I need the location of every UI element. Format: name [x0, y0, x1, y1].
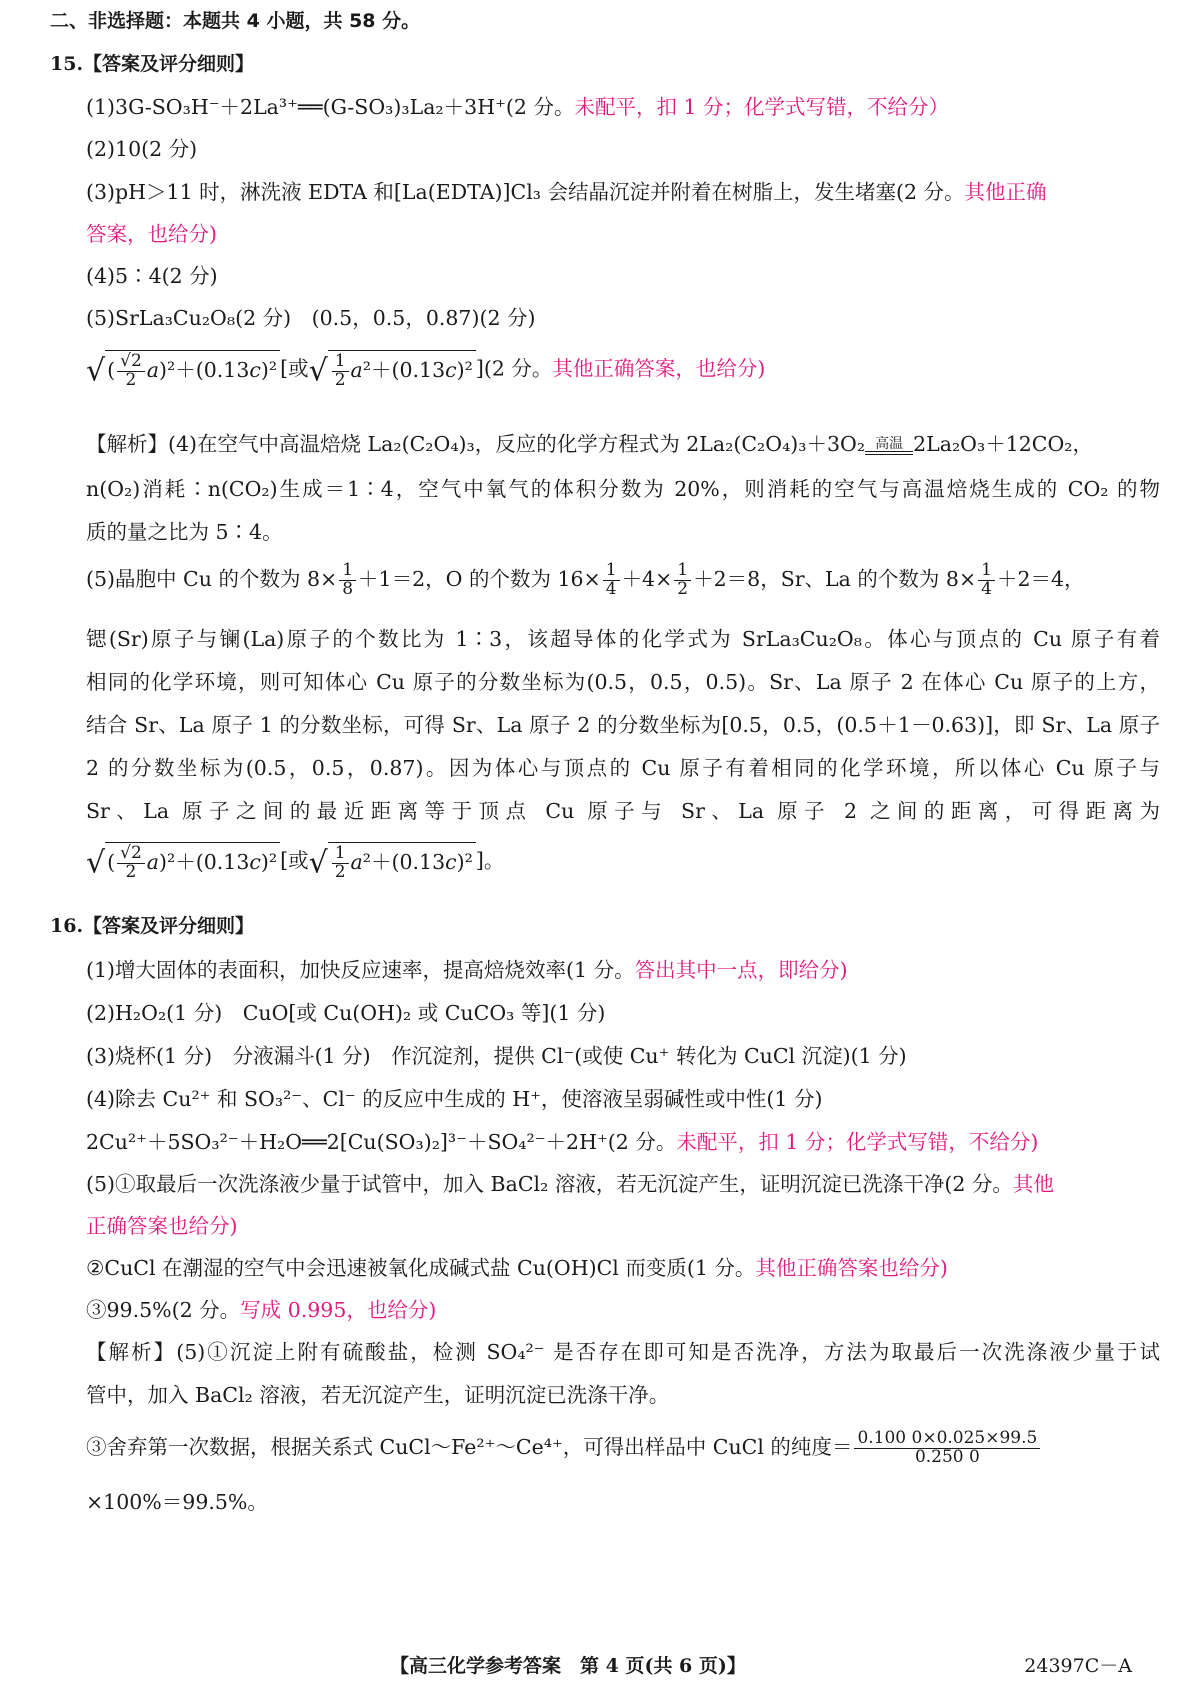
q16-answer-3: (3)烧杯(1 分) 分液漏斗(1 分) 作沉淀剂，提供 Cl⁻(或使 Cu⁺ 转化为 CuCl 沉淀)(1 分) [86, 1044, 907, 1068]
reaction-arrow [865, 437, 913, 455]
analysis-4-equation-left: 【解析】(4)在空气中高温焙烧 La₂(C₂O₄)₃，反应的化学方程式为 2La₂(C₂O₄)₃＋3O₂ [86, 432, 866, 456]
sqrt-expression-alt: √ $\frac{1}{2}$ a²＋(0.13c)² [309, 842, 476, 882]
q15-analysis-5-line1: (5)晶胞中 Cu 的个数为 8× $\frac{1}{8}$ ＋1＝2，O 的个数为 16× $\frac{1}{4}$ ＋4× $\frac{1}{2}$ ＋2＝8，Sr、La 的个数为 8× $\frac{1}{4}$ ＋2＝4， [86, 560, 1085, 599]
q16-analysis-line4: ×100%＝99.5%。 [86, 1490, 268, 1514]
q16-a5-2-note: 其他正确答案也给分) [755, 1256, 948, 1280]
section-header: 二、非选择题：本题共 4 小题，共 58 分。 [50, 10, 421, 32]
sqrt-expression: √( $\frac{√2}{2}$ a)²＋(0.13c)² [86, 842, 280, 882]
q16-analysis-line1: 【解析】(5)①沉淀上附有硫酸盐，检测 SO₄²⁻ 是否存在即可知是否洗净，方法为取最后一次洗涤液少量于试 [86, 1340, 1160, 1364]
q15-analysis-5-line3: 相同的化学环境，则可知体心 Cu 原子的分数坐标为(0.5，0.5，0.5)。Sr、La 原子 2 在体心 Cu 原子的上方， [86, 670, 1160, 694]
q16-analysis-line3 [86, 1430, 1160, 1467]
q16-answer-2: (2)H₂O₂(1 分) CuO[或 Cu(OH)₂ 或 CuCO₃ 等](1 分) [86, 1001, 606, 1025]
q16-answer-5-1-cont: 正确答案也给分) [86, 1214, 238, 1238]
q16-a1-note: 答出其中一点，即给分) [634, 958, 848, 982]
page-footer: 【高三化学参考答案 第 4 页(共 6 页)】 [390, 1655, 746, 1677]
purity-numerator: 0.100 0×0.025×99.5 [854, 1430, 1040, 1449]
q16-a5-2-text: ②CuCl 在潮湿的空气中会迅速被氧化成碱式盐 Cu(OH)Cl 而变质(1 分。 [86, 1256, 756, 1280]
sqrt-expression: √( $\frac{√2}{2}$ a)²＋(0.13c)² [86, 350, 280, 390]
q15-a1-text: (1)3G-SO₃H⁻＋2La³⁺══(G-SO₃)₃La₂＋3H⁺(2 分。 [86, 95, 575, 119]
q15-analysis-5-line6: Sr、La 原子之间的最近距离等于顶点 Cu 原子与 Sr、La 原子 2 之间的距离，可得距离为 [86, 799, 1160, 823]
q15-a1-note: 未配平，扣 1 分；化学式写错，不给分） [574, 95, 950, 119]
q16-a4-note: 未配平，扣 1 分；化学式写错，不给分) [676, 1130, 1039, 1154]
purity-denominator: 0.250 0 [914, 1446, 980, 1467]
q15-distance-formula: √( $\frac{√2}{2}$ a)²＋(0.13c)² [或√ $\frac{1}{2}$ a²＋(0.13c)² ](2 分。其他正确答案，也给分) [86, 351, 766, 390]
q15-answer-3 [86, 180, 1160, 205]
sqrt-expression-alt: √ $\frac{1}{2}$ a²＋(0.13c)² [309, 350, 476, 390]
q16-a5-3-text: ③99.5%(2 分。 [86, 1298, 241, 1322]
purity-fraction [854, 1430, 1040, 1467]
q16-analysis-purity-text: ③舍弃第一次数据，根据关系式 CuCl～Fe²⁺～Ce⁴⁺，可得出样品中 CuCl 的纯度＝ [86, 1434, 853, 1459]
q15-answer-1 [86, 95, 1160, 120]
q15-answer-2: (2)10(2 分) [86, 137, 198, 161]
q16-a5-3-note: 写成 0.995，也给分) [240, 1298, 437, 1322]
q15-answer-4: (4)5∶4(2 分) [86, 264, 218, 288]
q15-heading: 15.【答案及评分细则】 [50, 53, 255, 75]
q15-answer-5: (5)SrLa₃Cu₂O₈(2 分) (0.5，0.5，0.87)(2 分) [86, 306, 536, 330]
q15-answer-3-cont: 答案，也给分) [86, 222, 217, 246]
analysis-4-equation-right: 2La₂O₃＋12CO₂， [913, 432, 1093, 456]
q16-answer-5-1 [86, 1172, 1160, 1197]
document-code: 24397C－A [1024, 1655, 1132, 1677]
q15-a3-note: 其他正确 [964, 180, 1047, 204]
q16-a5-1-text: (5)①取最后一次洗涤液少量于试管中，加入 BaCl₂ 溶液，若无沉淀产生，证明沉淀已洗涤干净(2 分。 [86, 1172, 1013, 1196]
q16-a4-equation-text: 2Cu²⁺＋5SO₃²⁻＋H₂O══2[Cu(SO₃)₂]³⁻＋SO₄²⁻＋2H⁺(2 分。 [86, 1130, 677, 1154]
q15-analysis-5-line2: 锶(Sr)原子与镧(La)原子的个数比为 1∶3，该超导体的化学式为 SrLa₃Cu₂O₈。体心与顶点的 Cu 原子有着 [86, 627, 1160, 651]
q16-answer-5-2 [86, 1256, 1160, 1281]
q15-a3-text: (3)pH＞11 时，淋洗液 EDTA 和[La(EDTA)]Cl₃ 会结晶沉淀并附着在树脂上，发生堵塞(2 分。 [86, 180, 965, 204]
q15-analysis-4-line2: n(O₂)消耗∶n(CO₂)生成＝1∶4，空气中氧气的体积分数为 20%，则消耗的空气与高温焙烧生成的 CO₂ 的物 [86, 477, 1160, 501]
q16-answer-4: (4)除去 Cu²⁺ 和 SO₃²⁻、Cl⁻ 的反应中生成的 H⁺，使溶液呈弱碱性或中性(1 分) [86, 1087, 823, 1111]
reaction-condition: 高温 [875, 435, 904, 452]
q15-analysis-5-line4: 结合 Sr、La 原子 1 的分数坐标，可得 Sr、La 原子 2 的分数坐标为[0.5，0.5，(0.5＋1－0.63)]，即 Sr、La 原子 [86, 713, 1160, 737]
q16-answer-5-3 [86, 1298, 1160, 1323]
q16-answer-4-equation [86, 1130, 1160, 1155]
q16-answer-1 [86, 958, 1160, 983]
q16-a1-text: (1)增大固体的表面积，加快反应速率，提高焙烧效率(1 分。 [86, 958, 635, 982]
q15-analysis-4-line3: 质的量之比为 5∶4。 [86, 520, 283, 544]
q16-heading: 16.【答案及评分细则】 [50, 915, 255, 937]
q16-a5-1-note: 其他 [1012, 1172, 1054, 1196]
q15-analysis-5-formula: √( $\frac{√2}{2}$ a)²＋(0.13c)² [或√ $\frac{1}{2}$ a²＋(0.13c)² ]。 [86, 843, 505, 882]
q15-analysis-5-line5: 2 的分数坐标为(0.5，0.5，0.87)。因为体心与顶点的 Cu 原子有着相同的化学环境，所以体心 Cu 原子与 [86, 756, 1160, 780]
q15-formula-note: 其他正确答案，也给分) [552, 356, 766, 381]
q15-analysis-4-line1 [86, 432, 1160, 457]
q16-analysis-line2: 管中，加入 BaCl₂ 溶液，若无沉淀产生，证明沉淀已洗涤干净。 [86, 1383, 670, 1407]
